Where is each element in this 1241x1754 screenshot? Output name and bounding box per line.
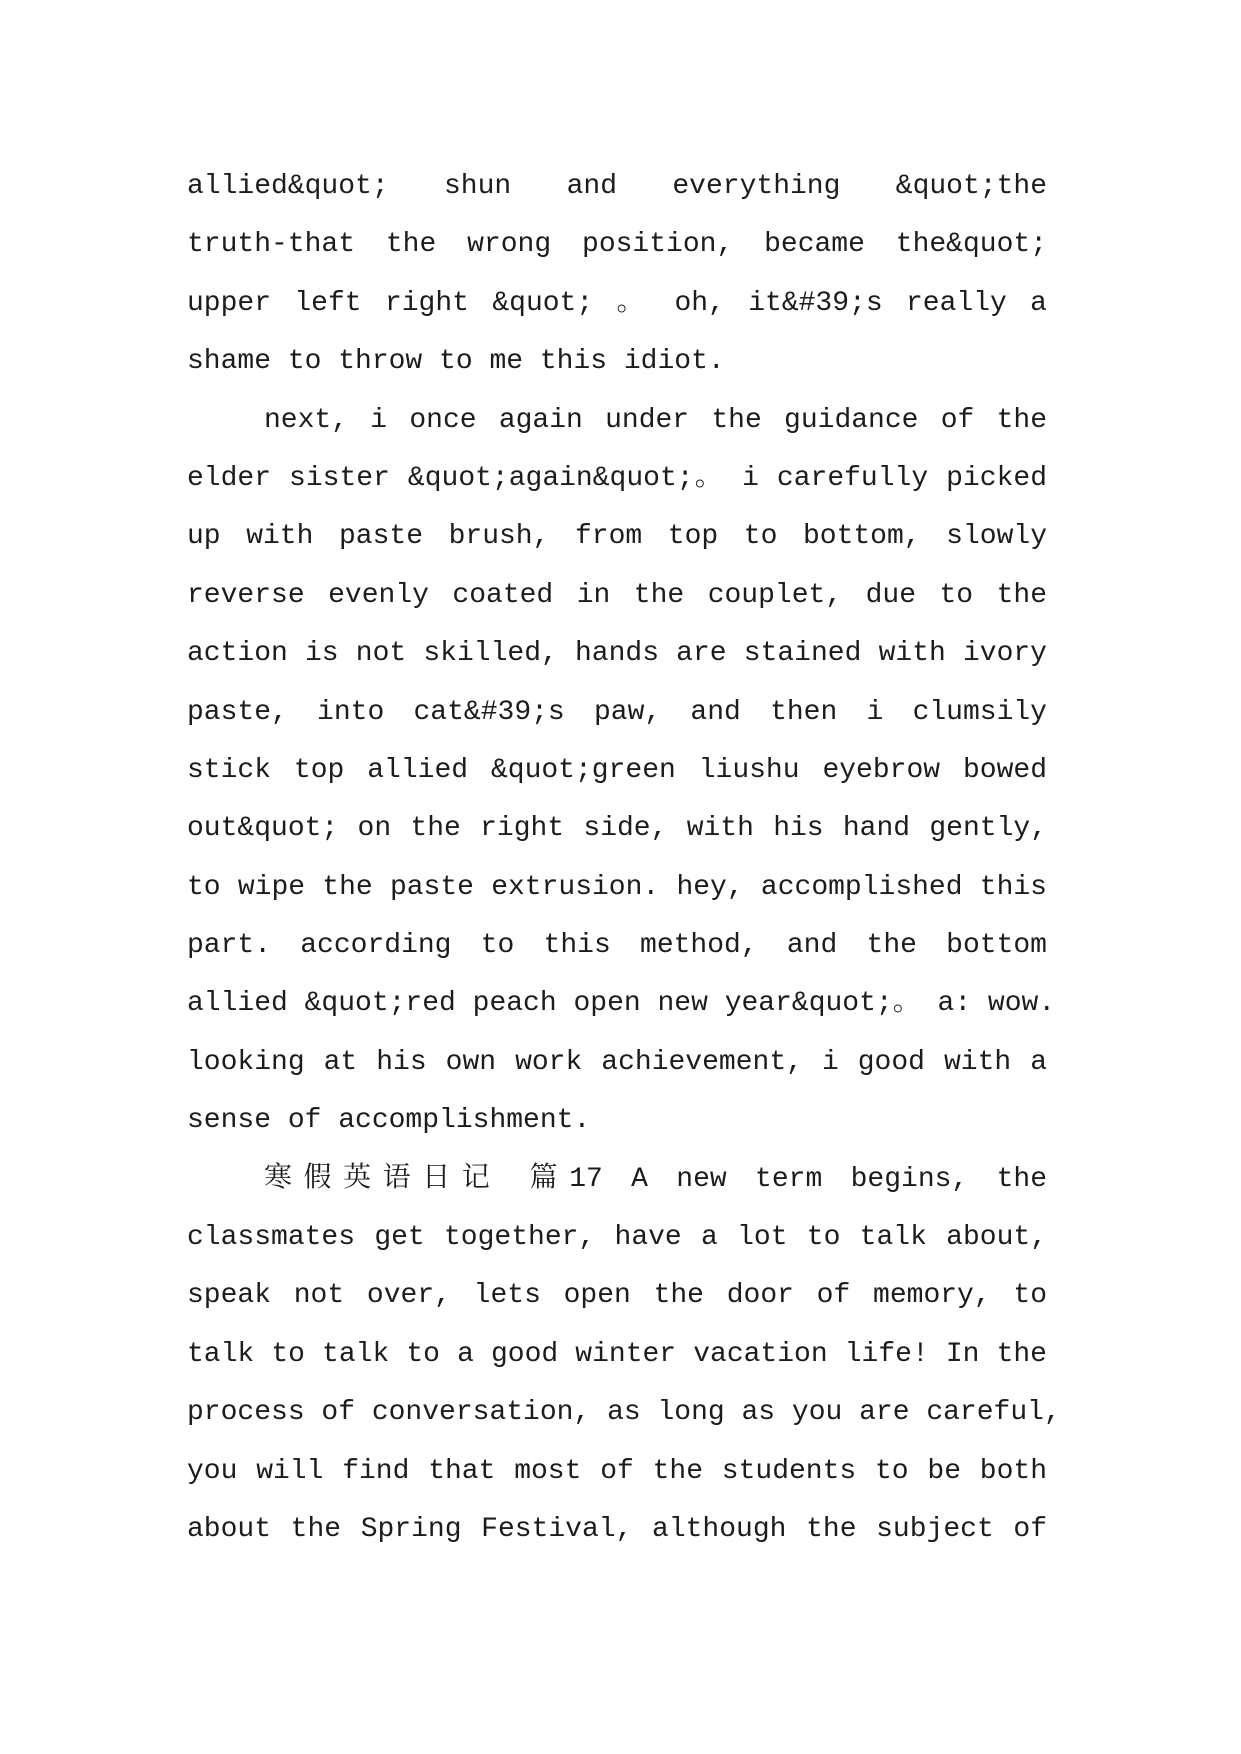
text-line: allied &quot;red peach open new year&quot;。 a: wow. <box>187 988 1056 1020</box>
text-line: talk to talk to a good winter vacation life! In the <box>187 1338 1047 1370</box>
text-line: part. according to this method, and the bottom <box>187 930 1047 962</box>
text-line: allied&quot; shun and everything &quot;the <box>187 171 1047 202</box>
text-line: elder sister &quot;again&quot;。 i carefully picked <box>187 462 1047 494</box>
text-line: sense of accomplishment. <box>187 1105 591 1137</box>
text-line: upper left right &quot; 。 oh, it&#39;s really a <box>187 287 1047 319</box>
text-line: looking at his own work achievement, i good with a <box>187 1046 1047 1078</box>
section-heading-line: 寒假英语日记 篇17 A new term begins, the <box>264 1163 1047 1195</box>
text-line: up with paste brush, from top to bottom, slowly <box>187 521 1047 553</box>
text-line: out&quot; on the right side, with his hand gently, <box>187 813 1047 845</box>
text-line: you will find that most of the students to be both <box>187 1455 1047 1487</box>
text-line: truth-that the wrong position, became the&quot; <box>187 229 1047 261</box>
text-line: shame to throw to me this idiot. <box>187 346 725 378</box>
text-line: paste, into cat&#39;s paw, and then i clumsily <box>187 696 1047 728</box>
text-line: about the Spring Festival, although the subject of <box>187 1513 1047 1545</box>
text-line: to wipe the paste extrusion. hey, accomplished this <box>187 871 1047 903</box>
text-line: process of conversation, as long as you are careful, <box>187 1397 1061 1429</box>
text-line: reverse evenly coated in the couplet, due to the <box>187 579 1047 611</box>
text-line: speak not over, lets open the door of memory, to <box>187 1280 1047 1312</box>
text-line: action is not skilled, hands are stained with ivory <box>187 638 1047 670</box>
text-line: next, i once again under the guidance of the <box>264 404 1047 436</box>
body-text <box>187 158 1061 1559</box>
text-line: stick top allied &quot;green liushu eyebrow bowed <box>187 754 1047 786</box>
text-line: classmates get together, have a lot to talk about, <box>187 1222 1047 1254</box>
